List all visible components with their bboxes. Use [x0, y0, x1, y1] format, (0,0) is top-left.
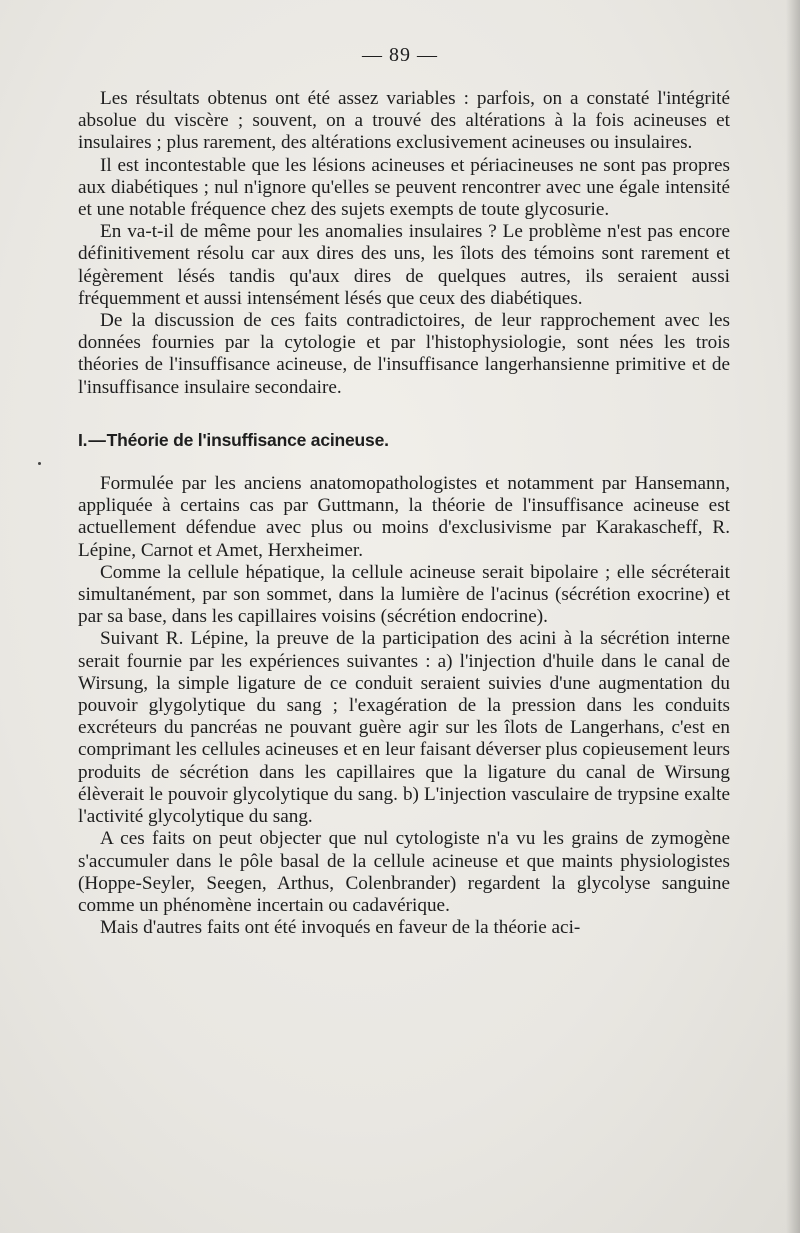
section-separator: — [88, 429, 106, 450]
section-heading [78, 429, 730, 451]
paragraph-objections: A ces faits on peut objecter que nul cytologiste n'a vu les grains de zymogène s'accumuler dans le pôle basal de la cellule acineuse et que maints physiologistes (Hoppe-Seyler, Seegen, Arthus, Colenbrander) regardent la glycolyse sanguine comme un phénomène incertain ou cadavérique. [78, 828, 730, 916]
paragraph-three-theories: De la discussion de ces faits contradictoires, de leur rapprochement avec les données fournies par la cytologie et par l'histophysiologie, sont nées les trois théories de l'insuffisance acineuse, de l'insuffisance langerhansienne primitive et de l'insuffisance insulaire secondaire. [78, 310, 730, 398]
page-number: — 89 — [362, 44, 438, 66]
section-number: I. [78, 429, 88, 450]
paragraph-bipolar-cell: Comme la cellule hépatique, la cellule acineuse serait bipolaire ; elle sécréterait simultanément, par son sommet, dans la lumière de l'acinus (sécrétion exocrine) et par sa base, dans les capillaires voisins (sécrétion endocrine). [78, 561, 730, 628]
section-title: Théorie de l'insuffisance acineuse. [106, 429, 389, 450]
margin-mark [38, 462, 41, 465]
paragraph-results: Les résultats obtenus ont été assez variables : parfois, on a constaté l'intégrité absolue du viscère ; souvent, on a trouvé des altérations à la fois acineuses et insulaires ; plus rarement, des altérations exclusivement acineuses ou insulaires. [78, 88, 730, 154]
paragraph-other-facts: Mais d'autres faits ont été invoqués en faveur de la théorie aci- [100, 917, 581, 939]
paragraph-lepine-experiments: Suivant R. Lépine, la preuve de la participation des acini à la sécrétion interne serait fournie par les expériences suivantes : a) l'injection d'huile dans le canal de Wirsung, la simple ligature de ce conduit seraient suivies d'une augmentation du pouvoir glygolytique du sang ; l'exagération de la pression dans les conduits excréteurs du pancréas ne pouvant guère agir sur les îlots de Langerhans, c'est en comprimant les cellules acineuses et en leur faisant déverser plus copieusement leurs produits de sécrétion dans les capillaires que la ligature du canal de Wirsung élèverait le pouvoir glycolytique du sang. b) L'injection vasculaire de trypsine exalte l'activité glycolytique du sang. [78, 628, 730, 828]
body-text [78, 88, 730, 939]
paragraph-insular-anomalies: En va-t-il de même pour les anomalies insulaires ? Le problème n'est pas encore définitivement résolu car aux dires des uns, les îlots des témoins sont rarement et légèrement lésés tandis qu'aux dires de quelques autres, ils seraient aussi fréquemment et aussi intensément lésés que ceux des diabétiques. [78, 221, 730, 309]
paragraph-formulated: Formulée par les anciens anatomopathologistes et notamment par Hansemann, appliquée à certains cas par Guttmann, la théorie de l'insuffisance acineuse est actuellement défendue avec plus ou moins d'exclusivisme par Karakascheff, R. Lépine, Carnot et Amet, Herxheimer. [78, 473, 730, 561]
page-edge-shadow [786, 0, 800, 1233]
paragraph-lesions: Il est incontestable que les lésions acineuses et périacineuses ne sont pas propres aux diabétiques ; nul n'ignore qu'elles se peuvent rencontrer avec une égale intensité et une notable fréquence chez des sujets exempts de toute glycosurie. [78, 154, 730, 221]
